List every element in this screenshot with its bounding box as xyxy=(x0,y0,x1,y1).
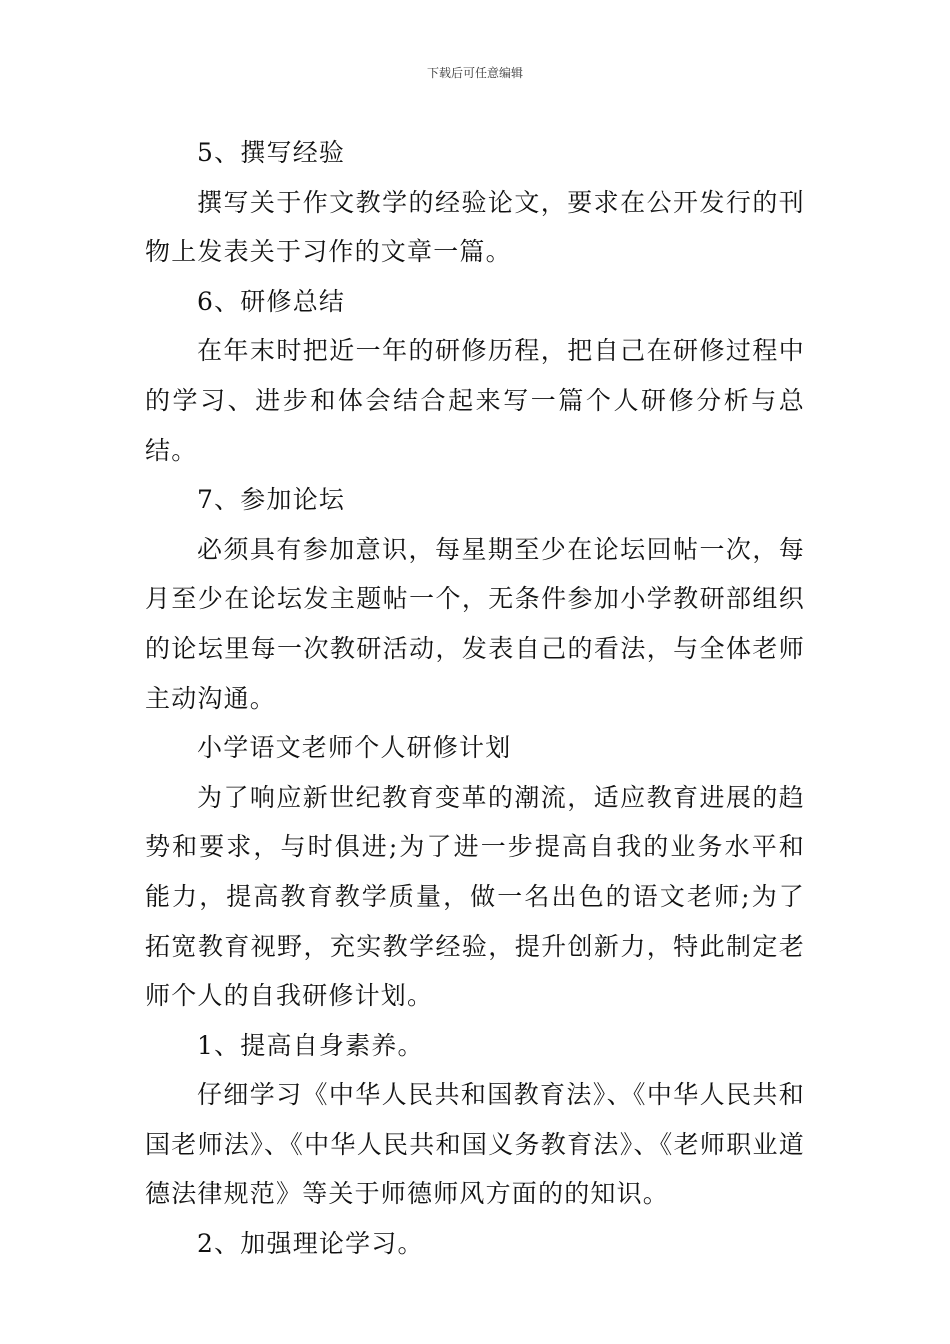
document-subtitle: 小学语文老师个人研修计划 xyxy=(197,733,512,763)
body-paragraph: 为了响应新世纪教育变革的潮流，适应教育进展的趋势和要求，与时俱进;为了进一步提高自我的业务水平和能力，提高教育教学质量，做一名出色的语文老师;为了拓宽教育视野，充实教学经验，提升创新力，特此制定老师个人的自我研修计划。 xyxy=(145,782,805,1011)
page-header: 下载后可任意编辑 xyxy=(426,66,523,80)
body-paragraph: 撰写关于作文教学的经验论文，要求在公开发行的刊物上发表关于习作的文章一篇。 xyxy=(145,187,805,267)
section-heading: 5、撰写经验 xyxy=(197,138,346,167)
body-paragraph: 在年末时把近一年的研修历程，把自己在研修过程中的学习、进步和体会结合起来写一篇个人研修分析与总结。 xyxy=(145,336,805,465)
body-paragraph: 必须具有参加意识，每星期至少在论坛回帖一次，每月至少在论坛发主题帖一个，无条件参加小学教研部组织的论坛里每一次教研活动，发表自己的看法，与全体老师主动沟通。 xyxy=(145,534,805,713)
section-heading: 1、提高自身素养。 xyxy=(197,1030,424,1060)
document-body xyxy=(145,128,805,1269)
section-heading: 7、参加论坛 xyxy=(197,485,346,515)
section-heading: 2、加强理论学习。 xyxy=(197,1229,424,1259)
body-paragraph: 仔细学习《中华人民共和国教育法》、《中华人民共和国老师法》、《中华人民共和国义务教育法》、《老师职业道德法律规范》等关于师德师风方面的的知识。 xyxy=(145,1080,805,1209)
section-heading: 6、研修总结 xyxy=(197,286,346,316)
